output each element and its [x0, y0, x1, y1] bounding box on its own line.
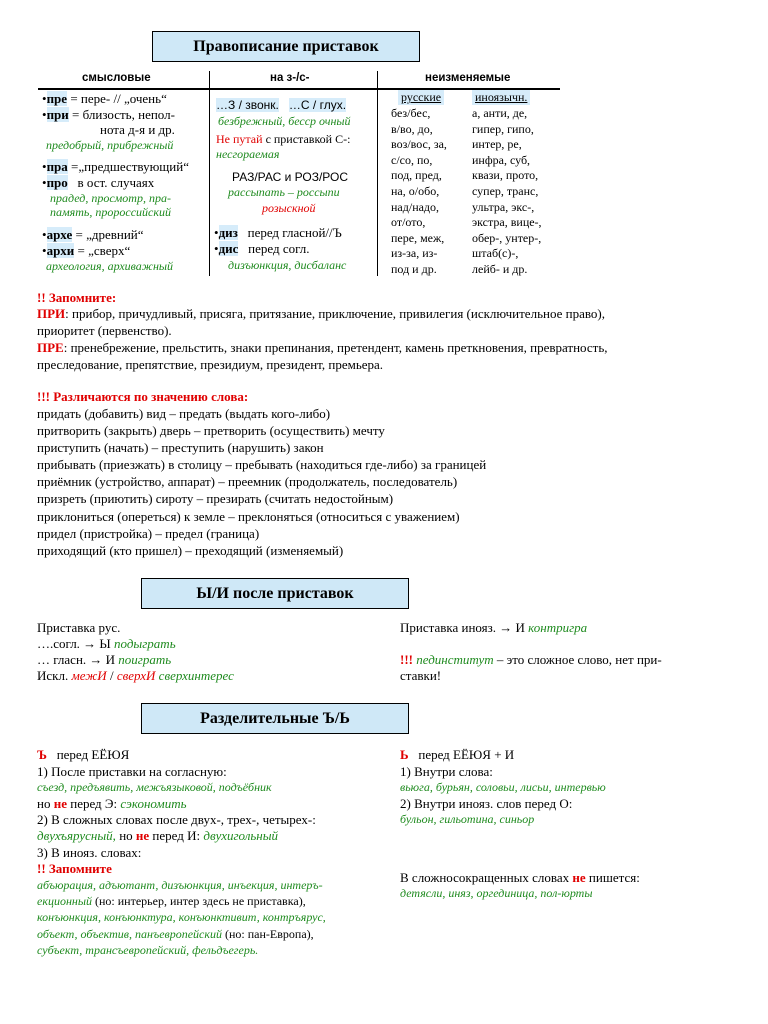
- yi-right-line-3: ставки!: [400, 668, 442, 683]
- hard-remember-line-2: екционный (но: интерьер, интер здесь не приставка),: [37, 894, 306, 908]
- column-header-z-s: на з-/с-: [270, 72, 310, 84]
- prefix-arche-row: •архе = „древний“: [42, 227, 144, 242]
- russian-prefixes-list: [391, 106, 447, 278]
- list-item: придать (добавить) вид – предать (выдать кого-либо): [37, 406, 331, 421]
- prefix-pro-example: прадед, просмотр, пра-: [50, 191, 171, 205]
- yi-left-line-3: … гласн. → И поиграть: [37, 652, 172, 667]
- hard-remember-line-1: абъюрация, адъютант, дизъюнкция, инъекция, интеръ-: [37, 878, 323, 892]
- list-item: интер, ре,: [472, 137, 522, 152]
- list-item: лейб- и др.: [472, 261, 528, 276]
- prefix-pre-row: •пре = пере- // „очень“: [42, 91, 167, 106]
- dont-confuse-note: Не путай с приставкой С-:: [216, 132, 351, 146]
- raz-ros-example: рассыпать – россыпи: [228, 185, 340, 199]
- prefix-diz-row: •диз перед гласной//Ъ: [214, 225, 342, 240]
- list-item: из-за, из-: [391, 246, 438, 261]
- remember-heading: !! Запомните:: [37, 290, 117, 305]
- section-title-text: Разделительные Ъ/Ь: [200, 709, 350, 727]
- list-item: обер-, унтер-,: [472, 230, 542, 245]
- list-item: приходящий (кто пришел) – преходящий (изменяемый): [37, 542, 344, 558]
- yi-left-line-2: ….согл. → Ы подыграть: [37, 636, 176, 651]
- list-item: от/ото,: [391, 215, 426, 230]
- yi-left-line-4: Искл. межИ / сверхИ сверхинтерес: [37, 668, 234, 683]
- prefix-dis-row: •дис перед согл.: [214, 241, 310, 256]
- list-item: гипер, гипо,: [472, 121, 534, 136]
- list-item: над/надо,: [391, 199, 440, 214]
- list-item: прибывать (приезжать) в столицу – пребывать (находиться где-либо) за границей: [37, 457, 487, 473]
- russian-prefixes-header: русские: [398, 90, 444, 105]
- hard-sign-heading: Ъ перед ЕЁЮЯ: [37, 747, 130, 762]
- list-item: придел (пристройка) – предел (граница): [37, 525, 260, 541]
- z-s-example: безбрежный, бесср очный: [218, 114, 351, 128]
- prefix-pri-row: •при = близость, непол-: [42, 107, 175, 122]
- raz-ros-example-2: розыскной: [262, 201, 316, 215]
- prefix-pri-example: предобрый, прибрежный: [46, 138, 174, 152]
- remember-pri-line: ПРИ: прибор, причудливый, присяга, притязание, приключение, привилегия (исключительное право),: [37, 306, 605, 321]
- yi-left-line-1: Приставка рус.: [37, 620, 121, 635]
- soft-rule-1-example: вьюга, бурьян, соловьи, лисьи, интервью: [400, 780, 606, 794]
- hard-rule-1-exception: но не перед Э: сэкономить: [37, 796, 187, 811]
- yi-right-line-2: !!! пединститут – это сложное слово, нет при-: [400, 652, 662, 667]
- raz-ros-rule: РАЗ/РАС и РОЗ/РОС: [232, 170, 349, 184]
- soft-rule-1: 1) Внутри слова:: [400, 764, 493, 779]
- list-item: без/бес,: [391, 106, 431, 120]
- soft-rule-2: 2) Внутри инояз. слов перед О:: [400, 796, 573, 811]
- yi-right-line-1: Приставка инояз. → И контригра: [400, 620, 588, 635]
- hard-rule-2: 2) В сложных словах после двух-, трех-, четырех-:: [37, 812, 316, 827]
- list-item: под и др.: [391, 261, 437, 276]
- section-title-signs: [141, 703, 409, 734]
- section-title-prefixes: [152, 31, 420, 62]
- hard-remember-line-3: конъюнкция, конъюнктура, конъюнктивит, контръярус,: [37, 910, 326, 924]
- list-item: квази, прото,: [472, 168, 539, 183]
- list-item: призреть (приютить) сироту – презирать (считать недостойным): [37, 491, 394, 507]
- soft-rule-3-example: детясли, иняз, оргединица, пол-юрты: [400, 886, 593, 900]
- list-item: на, о/обо,: [391, 183, 440, 198]
- list-item: с/со, по,: [391, 152, 433, 167]
- hard-remember-line-5: субъект, трансъевропейский, фельдъегерь.: [37, 943, 259, 957]
- list-item: воз/вос, за,: [391, 137, 447, 152]
- list-item: а, анти, де,: [472, 106, 528, 120]
- prefix-pri-row-2: нота д-я и др.: [100, 122, 175, 137]
- section-title-yi: [141, 578, 409, 609]
- list-item: ультра, экс-,: [472, 199, 535, 214]
- column-header-semantic: смысловые: [82, 72, 151, 84]
- soft-sign-heading: Ь перед ЕЁЮЯ + И: [400, 747, 515, 762]
- list-item: супер, транс,: [472, 183, 539, 198]
- table-column-divider: [209, 71, 210, 276]
- list-item: в/во, до,: [391, 121, 433, 136]
- list-item: притворить (закрыть) дверь – претворить (осуществить) мечту: [37, 423, 385, 439]
- list-item: приёмник (устройство, аппарат) – преемник (продолжатель, последователь): [37, 474, 458, 490]
- z-s-rule: …З / звонк. …С / глух.: [216, 98, 347, 112]
- remember-pri-line-2: приоритет (первенство).: [37, 323, 172, 338]
- foreign-prefixes-list: [472, 106, 542, 278]
- list-item: пере, меж,: [391, 230, 445, 245]
- section-title-text: Правописание приставок: [193, 37, 379, 55]
- soft-rule-2-example: бульон, гильотина, синьор: [400, 812, 535, 826]
- section-title-text: Ы/И после приставок: [196, 584, 354, 602]
- prefix-archi-row: •архи = „сверх“: [42, 243, 131, 258]
- dont-confuse-example: несгораемая: [216, 147, 280, 161]
- soft-rule-3: В сложносокращенных словах не пишется:: [400, 870, 640, 885]
- list-item: экстра, вице-,: [472, 215, 542, 230]
- hard-rule-2-example: двухъярусный, но не перед И: двухигольный: [37, 828, 279, 843]
- differ-list: [37, 405, 486, 559]
- prefix-pro-row: •про в ост. случаях: [42, 175, 155, 190]
- list-item: приклониться (опереться) к земле – преклоняться (относиться с уважением): [37, 508, 460, 524]
- hard-remember-heading: !! Запомните: [37, 861, 112, 876]
- column-header-unchangeable: неизменяемые: [425, 72, 511, 84]
- remember-pre-line: ПРЕ: пренебрежение, прельстить, знаки препинания, претендент, камень преткновения, превратность,: [37, 340, 608, 355]
- list-item: штаб(с)-,: [472, 246, 519, 261]
- hard-rule-1: 1) После приставки на согласную:: [37, 764, 227, 779]
- hard-rule-1-example: съезд, предъявить, межъязыковой, подъёбник: [37, 780, 272, 794]
- list-item: приступить (начать) – преступить (нарушить) закон: [37, 440, 324, 456]
- foreign-prefixes-header: иноязычн.: [472, 90, 530, 105]
- prefix-pra-row: •пра =„предшествующий“: [42, 159, 189, 174]
- prefix-arche-example: археология, архиважный: [46, 259, 174, 273]
- list-item: инфра, суб,: [472, 152, 531, 167]
- prefix-diz-example: дизъюнкция, дисбаланс: [228, 258, 347, 272]
- hard-rule-3: 3) В инояз. словах:: [37, 845, 142, 860]
- differ-heading: !!! Различаются по значению слова:: [37, 389, 249, 404]
- hard-remember-line-4: объект, объектив, панъевропейский (но: пан-Европа),: [37, 927, 314, 941]
- list-item: под, пред,: [391, 168, 442, 183]
- prefix-pro-example-2: память, пророссийский: [50, 205, 171, 219]
- remember-pre-line-2: преследование, препятствие, президиум, президент, премьера.: [37, 357, 384, 372]
- table-column-divider: [377, 71, 378, 276]
